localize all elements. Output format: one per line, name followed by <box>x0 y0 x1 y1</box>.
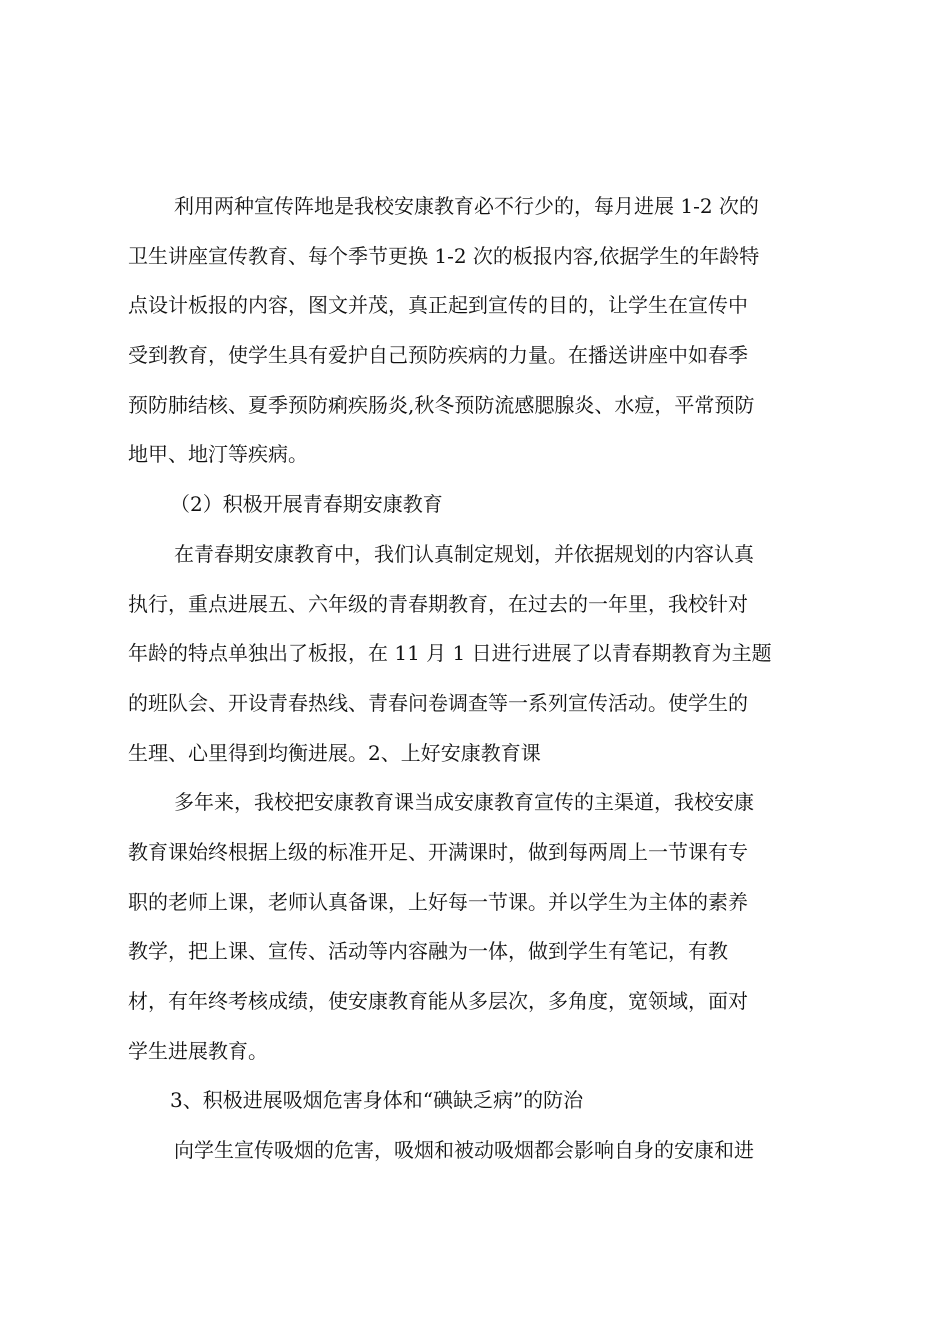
paragraph-line: 点设计板报的内容，图文并茂，真正起到宣传的目的，让学生在宣传中 <box>128 293 748 318</box>
paragraph-line: 的班队会、开设青春热线、青春问卷调查等一系列宣传活动。使学生的 <box>128 690 748 715</box>
paragraph-line: 利用两种宣传阵地是我校安康教育必不行少的，每月进展 1-2 次的 <box>174 194 759 218</box>
document-body <box>128 182 828 1176</box>
paragraph-line: 年龄的特点单独出了板报，在 11 月 1 日进行进展了以青春期教育为主题 <box>128 641 772 666</box>
paragraph-line: 在青春期安康教育中，我们认真制定规划，并依据规划的内容认真 <box>174 541 754 566</box>
paragraph-line: 预防肺结核、夏季预防痢疾肠炎,秋冬预防流感腮腺炎、水痘，平常预防 <box>128 392 755 417</box>
paragraph-line: 职的老师上课，老师认真备课，上好每一节课。并以学生为主体的素养 <box>128 889 748 914</box>
section-heading: 3、积极进展吸烟危害身体和“碘缺乏病”的防治 <box>170 1088 584 1113</box>
paragraph-line: 学生进展教育。 <box>128 1038 268 1063</box>
paragraph-line: 材，有年终考核成绩，使安康教育能从多层次，多角度，宽领域，面对 <box>128 989 748 1013</box>
paragraph-line: 向学生宣传吸烟的危害，吸烟和被动吸烟都会影响自身的安康和进 <box>174 1138 754 1163</box>
paragraph-line: 教学，把上课、宣传、活动等内容融为一体，做到学生有笔记，有教 <box>128 939 728 964</box>
section-heading: （2）积极开展青春期安康教育 <box>170 492 443 517</box>
paragraph-line: 多年来，我校把安康教育课当成安康教育宣传的主渠道，我校安康 <box>174 790 754 815</box>
paragraph-line: 执行，重点进展五、六年级的青春期教育，在过去的一年里，我校针对 <box>128 591 748 616</box>
paragraph-line: 卫生讲座宣传教育、每个季节更换 1-2 次的板报内容,依据学生的年龄特 <box>128 243 760 268</box>
paragraph-line: 生理、心里得到均衡进展。2、上好安康教育课 <box>128 740 541 765</box>
paragraph-line: 教育课始终根据上级的标准开足、开满课时，做到每两周上一节课有专 <box>128 839 748 864</box>
paragraph-line: 受到教育，使学生具有爱护自己预防疾病的力量。在播送讲座中如春季 <box>128 343 748 368</box>
paragraph-line: 地甲、地汀等疾病。 <box>128 442 308 467</box>
